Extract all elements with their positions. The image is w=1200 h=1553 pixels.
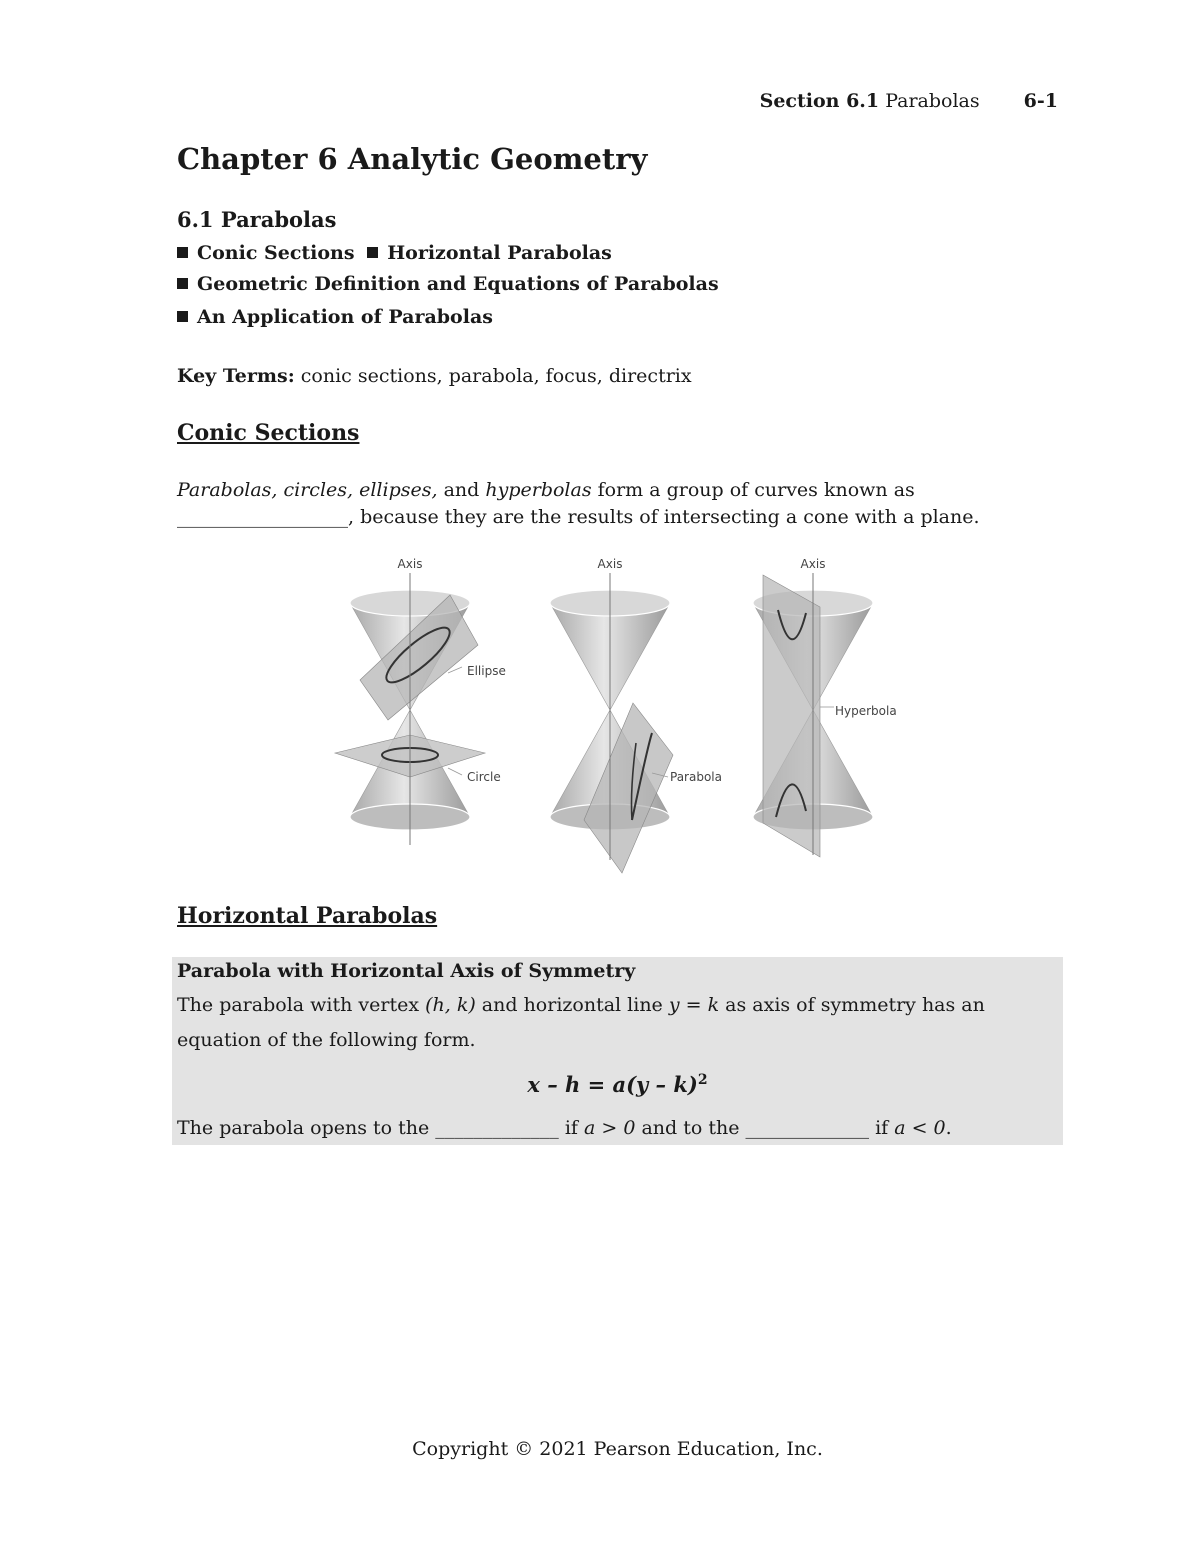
box-title: Parabola with Horizontal Axis of Symmetry (177, 960, 636, 982)
key-terms-label: Key Terms: (177, 365, 295, 387)
bullet-square-icon (177, 247, 188, 258)
conic-sections-paragraph (177, 477, 1037, 531)
bullet-square-icon (367, 247, 378, 258)
section-heading: 6.1 Parabolas (177, 207, 337, 232)
conic-sections-figure (330, 555, 910, 875)
box-line-2: equation of the following form. (177, 1029, 476, 1051)
circle-label: Circle (467, 770, 501, 784)
paragraph-text-2: , because they are the results of intersecting a cone with a plane. (348, 506, 980, 528)
condition-negative: a < 0 (894, 1117, 946, 1139)
double-cone-parabola (550, 573, 673, 873)
toc-line-1 (177, 242, 612, 264)
horizontal-parabolas-heading: Horizontal Parabolas (177, 903, 438, 929)
toc-line-3 (177, 306, 493, 328)
double-cone-ellipse-circle (335, 573, 485, 845)
text: The parabola opens to the (177, 1117, 430, 1139)
fill-in-blank: __________________ (177, 506, 348, 528)
key-terms-text: conic sections, parabola, focus, directrix (300, 365, 692, 387)
fill-in-blank: _____________ (435, 1117, 559, 1139)
equation-exponent: 2 (697, 1072, 708, 1088)
axis-label-1: Axis (397, 557, 423, 571)
parabola-label: Parabola (670, 770, 722, 784)
bullet-square-icon (177, 278, 188, 289)
running-header (760, 90, 1058, 112)
box-line-1 (177, 994, 985, 1016)
condition-positive: a > 0 (584, 1117, 636, 1139)
equation-body: x – h = a(y – k) (527, 1072, 698, 1097)
toc-item: Geometric Definition and Equations of Parabolas (197, 273, 719, 295)
paragraph-text: form a group of curves known as (597, 479, 915, 501)
vertex-expression: (h, k) (425, 994, 476, 1016)
term-list: Parabolas, circles, ellipses, (177, 479, 438, 501)
fill-in-blank: _____________ (745, 1117, 870, 1139)
axis-label-3: Axis (800, 557, 826, 571)
ellipse-label: Ellipse (467, 664, 506, 678)
header-section: Section 6.1 (759, 90, 880, 112)
chapter-title: Chapter 6 Analytic Geometry (177, 142, 648, 176)
axis-label-2: Axis (597, 557, 623, 571)
parabola-equation (172, 1072, 1063, 1097)
toc-item: Conic Sections (197, 242, 355, 264)
text: if (564, 1117, 578, 1139)
text: and to the (641, 1117, 740, 1139)
header-title: Parabolas (885, 90, 980, 112)
toc-line-2 (177, 273, 719, 295)
text: if (875, 1117, 889, 1139)
text: The parabola with vertex (177, 994, 420, 1016)
box-line-3 (177, 1117, 952, 1139)
header-page-number: 6-1 (1023, 90, 1058, 112)
copyright-footer: Copyright © 2021 Pearson Education, Inc. (412, 1438, 823, 1460)
key-terms (177, 365, 692, 387)
text: and horizontal line (481, 994, 663, 1016)
axis-equation: y = k (668, 994, 720, 1016)
toc-item: Horizontal Parabolas (387, 242, 612, 264)
hyperbola-label: Hyperbola (835, 704, 897, 718)
and-word: and (443, 479, 480, 501)
text: as axis of symmetry has an (725, 994, 985, 1016)
definition-box (172, 957, 1063, 1145)
bullet-square-icon (177, 311, 188, 322)
toc-item: An Application of Parabolas (197, 306, 493, 328)
term-hyperbolas: hyperbolas (485, 479, 592, 501)
conic-sections-heading: Conic Sections (177, 420, 360, 446)
period: . (945, 1117, 952, 1139)
